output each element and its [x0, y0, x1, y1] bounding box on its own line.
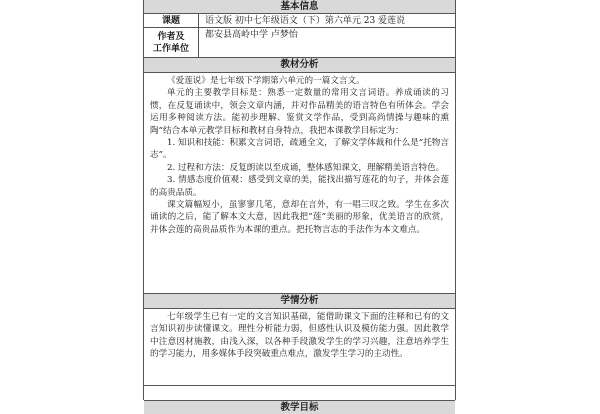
learner-analysis-body	[144, 309, 455, 386]
topic-label: 课题	[144, 14, 199, 27]
topic-value: 语文版 初中七年级语文（下）第六单元 23 爱莲说	[205, 15, 406, 26]
learner-analysis-header: 学情分析	[144, 294, 455, 309]
topic-row	[144, 14, 455, 28]
teaching-goals-header: 教学目标	[144, 400, 455, 414]
basic-info-header: 基本信息	[144, 0, 455, 14]
textbook-analysis-header: 教材分析	[144, 58, 455, 73]
author-label-line2: 工作单位	[152, 43, 189, 54]
textbook-paragraph: 2. 过程和方法：反复朗读以至成诵，整体感知课文，理解精美语言特色。	[167, 162, 445, 173]
spacer-row	[144, 386, 455, 400]
textbook-paragraph: 3. 情感态度价值观：感受到文章的美，能找出描写莲花的句子，并体会莲的高贵品质。	[150, 175, 449, 198]
textbook-paragraph: 《爱莲说》是七年级下学期第六单元的一篇文言文。	[167, 76, 365, 86]
textbook-analysis-body	[144, 73, 455, 294]
author-label	[144, 28, 199, 57]
author-label-line1: 作者及	[157, 31, 185, 42]
textbook-paragraph: 1. 知识和技能：积累文言词语，疏通全文，了解文学体裁和什么是“托物言志”。	[150, 138, 449, 161]
textbook-paragraph: 课文篇幅短小，虽寥寥几笔，意却在言外，有一唱三叹之致。学生在多次诵读的之后，能了解本文大意，因此我把“莲”美丽的形象，优美语言的欣赏，并体会莲的高贵品质作为本课的重点。把托物言志的手法作为本文难点。	[150, 200, 449, 235]
textbook-paragraph: 单元的主要教学目标是：熟悉一定数量的常用文言词语。养成诵读的习惯，在反复诵读中，领会文章内涵，并对作品精美的语言特色有所体会。学会运用多种阅读方法。能初步理解、鉴赏文学作品，受到高尚情操与趣味的熏陶”结合本单元教学目标和教材自身特点，我把本课教学目标定为：	[150, 88, 449, 136]
lesson-plan-table	[143, 0, 456, 413]
learner-paragraph: 七年级学生已有一定的文言知识基础，能借助课文下面的注释和已有的文言知识初步读懂课文。理性分析能力弱，但感性认识及模仿能力强。因此教学中注意因材施教，由浅入深，以各种手段激发学生的学习兴趣，注意培养学生的学习能力，用多媒体手段突破重点难点，激发学生学习的主动性。	[150, 312, 449, 360]
author-row	[144, 28, 455, 58]
author-value: 都安县高岭中学 卢梦怡	[205, 30, 298, 40]
